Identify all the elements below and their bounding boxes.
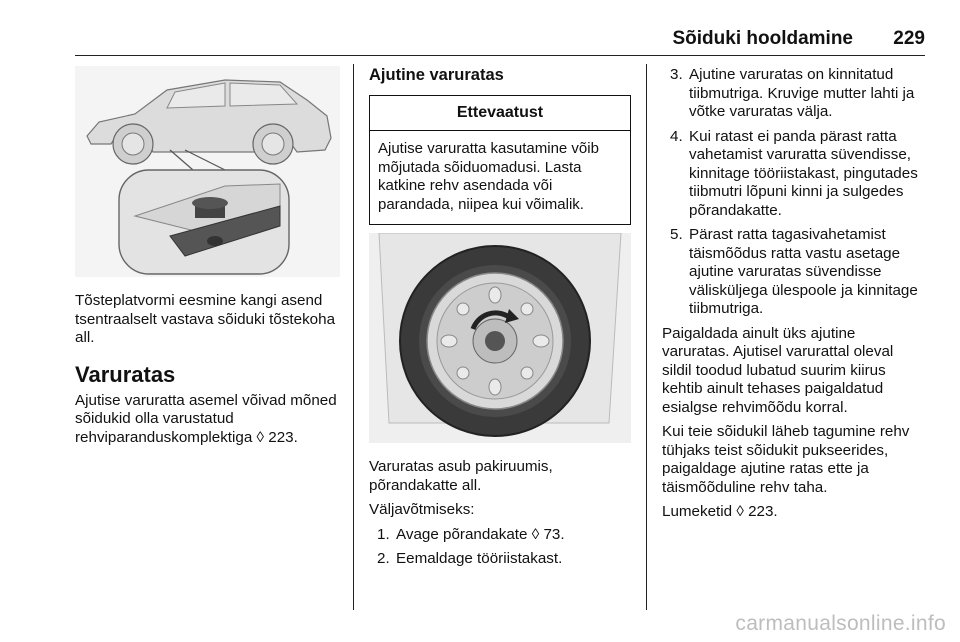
list-item: 3. Ajutine varuratas on kinnitatud tiibmutriga. Kruvige mutter lahti ja võtke varuratas välja. xyxy=(670,66,915,120)
section-title: Sõiduki hooldamine xyxy=(672,28,853,49)
header-rule xyxy=(75,55,925,56)
list-item: 4. Kui ratast ei panda pärast ratta vahetamist varuratta süvendisse, kinnitage tööriistakast, pingutades tiibmutri lõpuni kinni ja sulgedes põrandakatte. xyxy=(670,127,918,219)
column-divider xyxy=(646,64,647,610)
spare-wheel-illustration xyxy=(369,233,631,443)
heading-ajutine-varuratas: Ajutine varuratas xyxy=(369,66,504,84)
page-reference-link[interactable]: 223 xyxy=(268,428,294,446)
body-paragraph: Kui teie sõidukil läheb tagumine rehv tühjaks teist sõidukit pukseerides, paigaldage ajutine ratas ette ja täismõõduline rehv taha. xyxy=(662,423,910,496)
steps-list xyxy=(662,66,926,319)
heading-varuratas: Varuratas xyxy=(75,361,176,387)
column-left xyxy=(75,292,345,453)
figure-caption: Tõsteplatvormi eesmine kangi asend tsentraalselt vastava sõiduki tõstekoha all. xyxy=(75,292,336,346)
watermark: carmanualsonline.info xyxy=(735,612,946,635)
warning-text: Ajutise varuratta kasutamine võib mõjutada sõiduomadusi. Lasta katkine rehv asendada või parandada, niipea kui võimalik. xyxy=(378,140,599,213)
page-header xyxy=(75,26,925,54)
column-middle xyxy=(369,66,635,235)
body-paragraph: Väljavõtmiseks: xyxy=(369,501,475,518)
steps-list xyxy=(369,526,635,569)
page-reference-link[interactable]: 73 xyxy=(543,525,561,543)
page-reference-link[interactable]: 223 xyxy=(748,503,774,520)
column-middle-lower xyxy=(369,458,635,575)
warning-box xyxy=(369,95,631,226)
warning-title: Ettevaatust xyxy=(370,96,630,132)
list-item: 1. Avage põrandakate ◊ 73. xyxy=(377,525,565,543)
column-right xyxy=(662,66,926,528)
list-item: 2. Eemaldage tööriistakast. xyxy=(377,550,563,567)
body-paragraph: Ajutise varuratta asemel võivad mõned sõidukid olla varustatud rehviparanduskomplektiga ◊ 223. xyxy=(75,391,337,446)
body-paragraph: Varuratas asub pakiruumis, põrandakatte all. xyxy=(369,458,553,494)
car-lift-illustration xyxy=(75,66,340,277)
body-paragraph: Lumeketid ◊ 223. xyxy=(662,503,778,520)
body-paragraph: Paigaldada ainult üks ajutine varuratas. Ajutisel varurattal oleval sildil toodud lubatud suurim kiirus kehtib ainult tehases paigaldatud esialgse rehvimõõdu korral. xyxy=(662,324,894,416)
column-divider xyxy=(353,64,354,610)
list-item: 5. Pärast ratta tagasivahetamist täismõõdus ratta vastu asetage ajutine varuratas süvendisse välisküljega ülespoole ja kinnitage tiibmutriga. xyxy=(670,226,918,317)
car-lift-drawing xyxy=(75,66,340,277)
ref-arrow-icon: ◊ xyxy=(256,428,265,446)
page-number: 229 xyxy=(893,28,925,49)
ref-arrow-icon: ◊ xyxy=(736,503,744,520)
ref-arrow-icon: ◊ xyxy=(531,525,540,543)
spare-wheel-drawing xyxy=(369,233,631,443)
